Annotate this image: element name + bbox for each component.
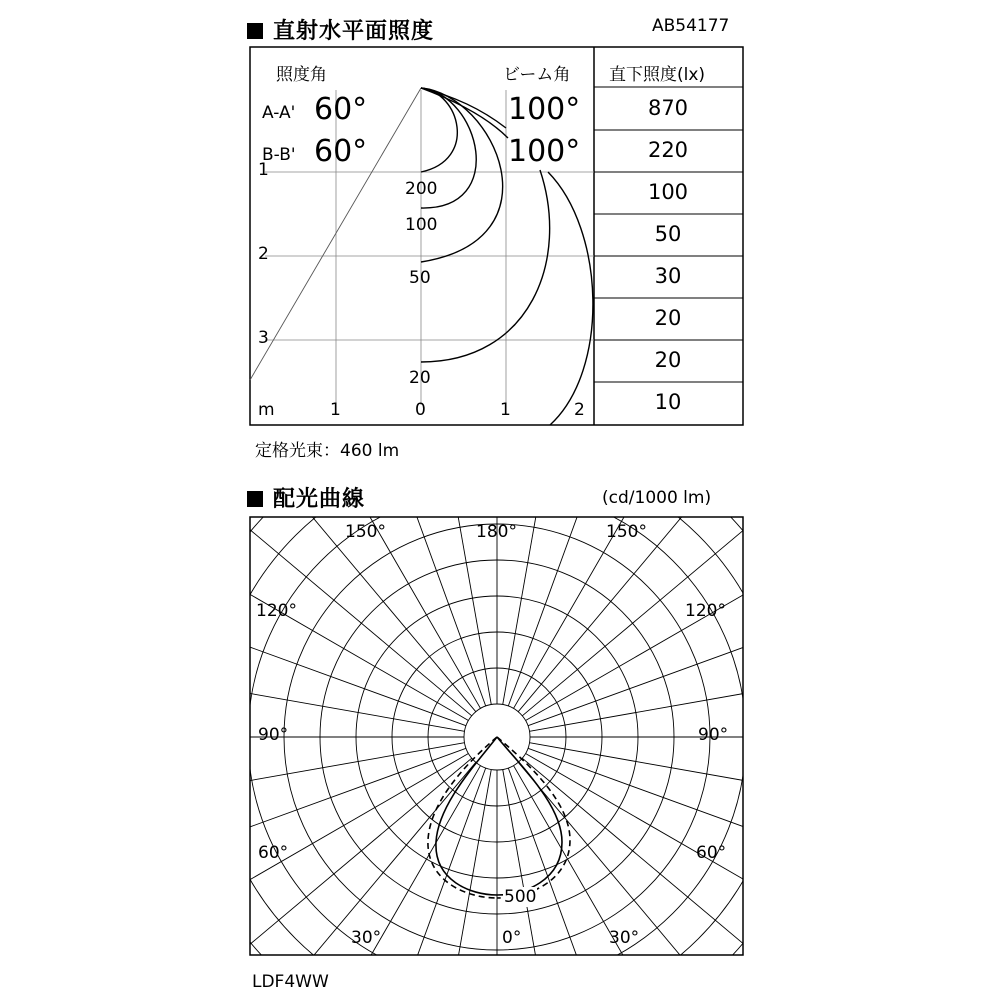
axis-b-illum-angle: 60° (314, 134, 368, 169)
polar-radial-line (514, 131, 848, 709)
model-code: AB54177 (652, 16, 730, 36)
angle-label: 180° (476, 522, 517, 542)
distribution-section-title: 配光曲線 (247, 482, 365, 513)
polar-radial-line (375, 769, 491, 1000)
horizontal-label: 1 (500, 400, 511, 420)
rated-flux: 定格光束：460 lm (255, 441, 400, 461)
polar-radial-line (47, 201, 476, 712)
polar-radial-line (522, 758, 1000, 1000)
contour-label: 20 (409, 368, 431, 388)
axis-a-label: A-A' (262, 103, 296, 123)
angle-label: 30° (609, 928, 640, 948)
polar-radial-line (503, 769, 619, 1000)
polar-radial-line (526, 754, 1000, 1000)
horizontal-label: 0 (415, 400, 426, 420)
header-illum-angle: 照度角 (276, 65, 327, 85)
angle-label: 90° (258, 725, 289, 745)
axis-b-label: B-B' (262, 145, 296, 165)
depth-label: 1 (258, 160, 269, 180)
polar-radial-line (147, 131, 481, 709)
angle-label: 120° (685, 601, 726, 621)
polar-radial-line (0, 498, 466, 726)
header-beam-angle: ビーム角 (503, 65, 571, 85)
contour-label: 200 (405, 179, 438, 199)
scale-label: 500 (504, 887, 537, 907)
distribution-unit: (cd/1000 lm) (602, 488, 712, 508)
polar-radial-line (0, 287, 472, 716)
polar-radial-line (528, 748, 1000, 976)
horizontal-label: 1 (330, 400, 341, 420)
polar-radial-line (147, 766, 481, 1000)
angle-label: 120° (256, 601, 297, 621)
polar-grid (0, 37, 1000, 1000)
polar-radial-line (518, 201, 947, 712)
polar-radial-line (375, 48, 491, 705)
polar-radial-line (526, 387, 1000, 721)
angle-label: 90° (698, 725, 729, 745)
lux-value: 220 (647, 138, 689, 162)
horizontal-label: 2 (574, 400, 585, 420)
polar-radial-line (522, 287, 1000, 716)
polar-radial-line (528, 498, 1000, 726)
depth-label: 2 (258, 244, 269, 264)
angle-label: 150° (345, 522, 386, 542)
polar-radial-line (529, 615, 1000, 731)
angle-label: 150° (606, 522, 647, 542)
polar-radial-line (529, 743, 1000, 859)
angle-label: 60° (258, 843, 289, 863)
illuminance-section-title: 直射水平面照度 (247, 14, 434, 45)
depth-label: 3 (258, 328, 269, 348)
angle-label: 0° (502, 928, 522, 948)
axis-a-illum-angle: 60° (314, 92, 368, 127)
lux-value: 20 (654, 348, 682, 372)
lux-value: 10 (654, 390, 682, 414)
lux-value: 30 (654, 264, 682, 288)
lux-value: 50 (654, 222, 682, 246)
contour-label: 100 (405, 215, 438, 235)
axis-b-beam-angle: 100° (508, 134, 581, 169)
horizontal-label: m (258, 400, 275, 420)
polar-radial-line (514, 766, 848, 1000)
polar-radial-line (503, 48, 619, 705)
polar-radial-line (508, 768, 736, 1000)
axis-a-beam-angle: 100° (508, 92, 581, 127)
lux-value: 20 (654, 306, 682, 330)
header-lux: 直下照度(lx) (609, 65, 706, 85)
polar-radial-line (0, 748, 466, 976)
angle-label: 60° (696, 843, 727, 863)
polar-radial-line (258, 768, 486, 1000)
polar-radial-line (0, 758, 472, 1000)
contour-label: 50 (409, 268, 431, 288)
angle-label: 30° (351, 928, 382, 948)
lux-value: 870 (647, 96, 689, 120)
model-name: LDF4WW (252, 972, 329, 992)
polar-radial-line (0, 754, 468, 1000)
lux-value: 100 (647, 180, 689, 204)
polar-radial-line (0, 387, 468, 721)
